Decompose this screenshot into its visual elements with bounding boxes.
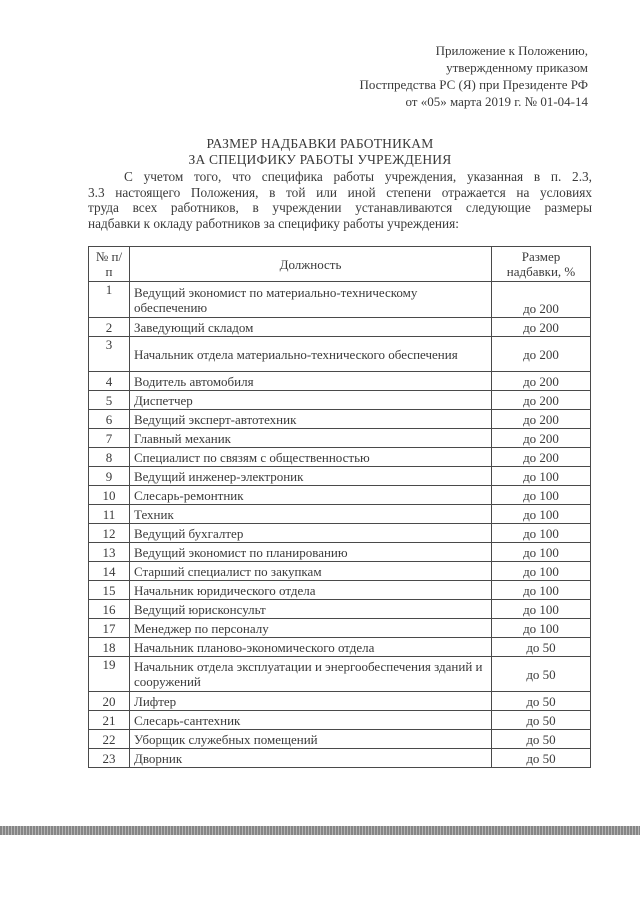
table-row xyxy=(89,524,591,543)
row-position: Менеджер по персоналу xyxy=(130,619,492,638)
row-percent: до 100 xyxy=(492,562,591,581)
row-position: Ведущий эксперт-автотехник xyxy=(130,410,492,429)
row-percent: до 50 xyxy=(492,638,591,657)
row-position: Начальник отдела материально-технического обеспечения xyxy=(130,337,492,372)
row-percent: до 100 xyxy=(492,581,591,600)
row-percent: до 100 xyxy=(492,600,591,619)
row-number: 17 xyxy=(89,619,130,638)
row-position: Лифтер xyxy=(130,692,492,711)
row-percent: до 100 xyxy=(492,543,591,562)
row-percent: до 50 xyxy=(492,657,591,692)
row-number: 21 xyxy=(89,711,130,730)
row-percent: до 100 xyxy=(492,524,591,543)
row-number: 23 xyxy=(89,749,130,768)
row-number: 20 xyxy=(89,692,130,711)
row-position: Специалист по связям с общественностью xyxy=(130,448,492,467)
row-percent: до 100 xyxy=(492,505,591,524)
header-position: Должность xyxy=(130,247,492,282)
title-line-2: ЗА СПЕЦИФИКУ РАБОТЫ УЧРЕЖДЕНИЯ xyxy=(188,152,452,167)
row-number: 11 xyxy=(89,505,130,524)
approval-line-2: утвержденному приказом xyxy=(446,60,588,75)
row-number: 7 xyxy=(89,429,130,448)
table-row xyxy=(89,657,591,692)
approval-line-3: Постпредства РС (Я) при Президенте РФ xyxy=(359,77,588,92)
row-percent: до 100 xyxy=(492,619,591,638)
row-number: 14 xyxy=(89,562,130,581)
row-number: 10 xyxy=(89,486,130,505)
approval-line-1: Приложение к Положению, xyxy=(435,43,588,58)
row-percent: до 50 xyxy=(492,692,591,711)
row-position: Ведущий инженер-электроник xyxy=(130,467,492,486)
row-position: Диспетчер xyxy=(130,391,492,410)
table-row xyxy=(89,711,591,730)
row-percent: до 100 xyxy=(492,486,591,505)
row-number: 1 xyxy=(89,282,130,318)
row-position: Старший специалист по закупкам xyxy=(130,562,492,581)
row-number: 2 xyxy=(89,318,130,337)
row-percent: до 50 xyxy=(492,730,591,749)
table-row xyxy=(89,600,591,619)
title-line-1: РАЗМЕР НАДБАВКИ РАБОТНИКАМ xyxy=(206,136,434,151)
row-percent: до 50 xyxy=(492,749,591,768)
row-number: 19 xyxy=(89,657,130,692)
table-row xyxy=(89,730,591,749)
row-number: 3 xyxy=(89,337,130,372)
row-position: Ведущий экономист по материально-техническому обеспечению xyxy=(130,282,492,318)
row-number: 13 xyxy=(89,543,130,562)
row-position: Дворник xyxy=(130,749,492,768)
row-percent: до 200 xyxy=(492,429,591,448)
allowance-table xyxy=(88,246,591,768)
row-position: Водитель автомобиля xyxy=(130,372,492,391)
row-position: Начальник юридического отдела xyxy=(130,581,492,600)
table-row xyxy=(89,429,591,448)
intro-line-4: надбавки к окладу работников за специфику работы учреждения: xyxy=(88,215,459,231)
row-percent: до 200 xyxy=(492,410,591,429)
row-number: 18 xyxy=(89,638,130,657)
row-number: 16 xyxy=(89,600,130,619)
row-number: 9 xyxy=(89,467,130,486)
table-row xyxy=(89,486,591,505)
table-row xyxy=(89,692,591,711)
row-position: Заведующий складом xyxy=(130,318,492,337)
table-row xyxy=(89,467,591,486)
table-row xyxy=(89,562,591,581)
row-percent: до 200 xyxy=(492,391,591,410)
row-position: Ведущий бухгалтер xyxy=(130,524,492,543)
header-percent: Размер надбавки, % xyxy=(492,247,591,282)
intro-line-2: 3.3 настоящего Положения, в той или иной степени отражается на условиях xyxy=(88,184,592,200)
intro-line-3: труда всех работников, в учреждении устанавливаются следующие размеры xyxy=(88,200,592,215)
row-percent: до 200 xyxy=(492,372,591,391)
row-number: 4 xyxy=(89,372,130,391)
table-row xyxy=(89,505,591,524)
row-position: Слесарь-ремонтник xyxy=(130,486,492,505)
row-number: 12 xyxy=(89,524,130,543)
table-row xyxy=(89,391,591,410)
row-number: 8 xyxy=(89,448,130,467)
table-row xyxy=(89,318,591,337)
table-row xyxy=(89,372,591,391)
intro-paragraph xyxy=(88,169,592,231)
row-percent: до 200 xyxy=(492,448,591,467)
scan-edge-band xyxy=(0,826,640,835)
row-position: Ведущий экономист по планированию xyxy=(130,543,492,562)
row-position: Начальник планово-экономического отдела xyxy=(130,638,492,657)
row-position: Техник xyxy=(130,505,492,524)
row-percent: до 200 xyxy=(492,337,591,372)
table-row xyxy=(89,282,591,318)
approval-header xyxy=(288,42,588,110)
row-number: 22 xyxy=(89,730,130,749)
row-percent: до 200 xyxy=(492,318,591,337)
row-percent: до 50 xyxy=(492,711,591,730)
table-header-row xyxy=(89,247,591,282)
row-position: Ведущий юрисконсульт xyxy=(130,600,492,619)
table-row xyxy=(89,448,591,467)
table-row xyxy=(89,337,591,372)
table-row xyxy=(89,619,591,638)
row-position: Слесарь-сантехник xyxy=(130,711,492,730)
row-percent: до 200 xyxy=(492,282,591,318)
row-percent: до 100 xyxy=(492,467,591,486)
row-number: 15 xyxy=(89,581,130,600)
row-position: Начальник отдела эксплуатации и энергообеспечения зданий и сооружений xyxy=(130,657,492,692)
table-row xyxy=(89,581,591,600)
row-position: Главный механик xyxy=(130,429,492,448)
row-position: Уборщик служебных помещений xyxy=(130,730,492,749)
row-number: 5 xyxy=(89,391,130,410)
table-row xyxy=(89,749,591,768)
approval-line-4: от «05» марта 2019 г. № 01-04-14 xyxy=(405,94,588,109)
table-row xyxy=(89,410,591,429)
row-number: 6 xyxy=(89,410,130,429)
table-row xyxy=(89,543,591,562)
intro-line-1: С учетом того, что специфика работы учреждения, указанная в п. 2.3, xyxy=(124,169,592,184)
table-row xyxy=(89,638,591,657)
document-title xyxy=(90,136,550,168)
header-number: № п/п xyxy=(89,247,130,282)
